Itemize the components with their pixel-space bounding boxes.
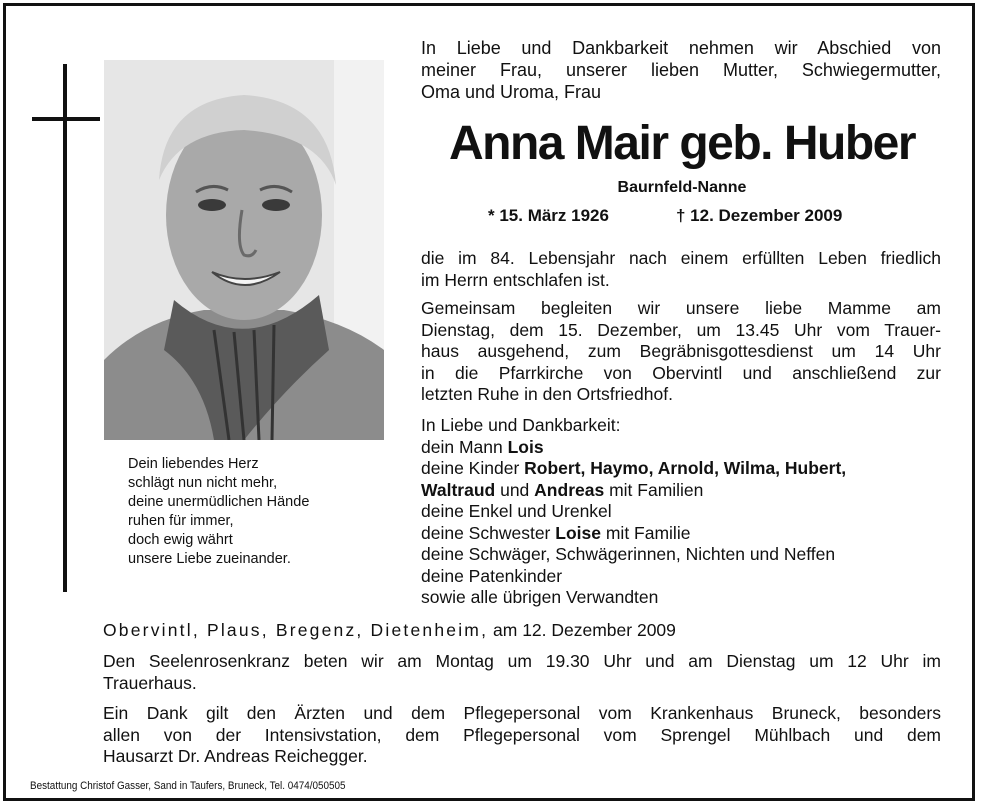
- text-line: letzten Ruhe in den Ortsfriedhof.: [421, 384, 673, 404]
- death-paragraph: [421, 248, 941, 291]
- text-line: haus ausgehend, zum Begräbnisgottesdienst um 14 Uhr: [421, 341, 941, 361]
- text-line: Dienstag, dem 15. Dezember, um 13.45 Uhr vom Trauer-: [421, 319, 941, 340]
- mourner-label: deine Schwester: [421, 522, 551, 543]
- text-line: allen von der Intensivstation, dem Pflegepersonal vom Sprengel Mühlbach und dem: [103, 724, 941, 745]
- deceased-name: Anna Mair geb. Huber: [448, 117, 916, 170]
- mourner-line: [421, 480, 941, 502]
- verse-line: deine unermüdlichen Hände: [128, 494, 310, 510]
- intro-text: [421, 37, 941, 103]
- verse-line: unsere Liebe zueinander.: [128, 551, 291, 567]
- memorial-verse: [128, 455, 309, 569]
- verse-line: doch ewig währt: [128, 532, 233, 548]
- text-line: Hausarzt Dr. Andreas Reichegger.: [103, 746, 368, 766]
- funeral-home-footer: Bestattung Christof Gasser, Sand in Taufers, Bruneck, Tel. 0474/050505: [30, 780, 346, 792]
- text-line: Gemeinsam begleiten wir unsere liebe Mamme am: [421, 298, 941, 318]
- mourner-line: [421, 458, 941, 480]
- text-line: im Herrn entschlafen ist.: [421, 269, 610, 290]
- notice-date: am 12. Dezember 2009: [493, 620, 676, 640]
- mourner-name: Loise: [555, 522, 601, 543]
- intro-line: In Liebe und Dankbarkeit nehmen wir Abschied von: [421, 38, 941, 58]
- places: Obervintl, Plaus, Bregenz, Dietenheim,: [103, 620, 489, 640]
- verse-line: Dein liebendes Herz: [128, 456, 259, 472]
- verse-line: ruhen für immer,: [128, 513, 234, 529]
- text-line: Den Seelenrosenkranz beten wir am Montag um 19.30 Uhr und am Dienstag um 12 Uhr im: [103, 651, 941, 671]
- mourner-label: mit Familien: [609, 479, 704, 500]
- mourner-label: dein Mann: [421, 436, 503, 457]
- place-date-line: [103, 620, 676, 641]
- mourner-line: deine Patenkinder: [421, 565, 563, 586]
- text-line: die im 84. Lebensjahr nach einem erfüllten Leben friedlich: [421, 248, 941, 268]
- text-line: Ein Dank gilt den Ärzten und dem Pflegepersonal vom Krankenhaus Bruneck, besonders: [103, 703, 941, 723]
- rosary-paragraph: [103, 651, 941, 694]
- verse-line: schlägt nun nicht mehr,: [128, 475, 278, 491]
- mourner-line: [421, 437, 941, 459]
- funeral-paragraph: [421, 298, 941, 406]
- mourner-name: Andreas: [534, 479, 605, 500]
- mourner-line: deine Schwäger, Schwägerinnen, Nichten und Neffen: [421, 544, 836, 564]
- deceased-nickname: Baurnfeld-Nanne: [617, 179, 747, 196]
- mourner-name: Robert, Haymo, Arnold, Wilma, Hubert,: [524, 458, 847, 478]
- mourner-line: sowie alle übrigen Verwandten: [421, 587, 659, 607]
- portrait-photo: [104, 60, 384, 440]
- mourner-line: [421, 523, 941, 545]
- cross-icon-bar: [32, 117, 100, 121]
- mourner-label: und: [500, 479, 530, 500]
- mourner-name: Waltraud: [421, 479, 496, 500]
- mourners-heading: In Liebe und Dankbarkeit:: [421, 415, 621, 435]
- mourner-name: Lois: [507, 436, 544, 457]
- text-line: Trauerhaus.: [103, 672, 197, 693]
- intro-line: Oma und Uroma, Frau: [421, 82, 602, 102]
- thanks-paragraph: [103, 703, 941, 768]
- text-line: in die Pfarrkirche von Obervintl und anschließend zur: [421, 362, 941, 383]
- intro-line: meiner Frau, unserer lieben Mutter, Schwiegermutter,: [421, 60, 941, 80]
- mourner-label: deine Kinder: [421, 458, 520, 478]
- birth-date: * 15. März 1926: [488, 206, 609, 225]
- cross-icon: [63, 64, 67, 592]
- mourner-line: deine Enkel und Urenkel: [421, 501, 612, 521]
- death-date: † 12. Dezember 2009: [676, 206, 843, 225]
- mourner-label: mit Familie: [605, 522, 691, 543]
- mourners-list: [421, 415, 941, 609]
